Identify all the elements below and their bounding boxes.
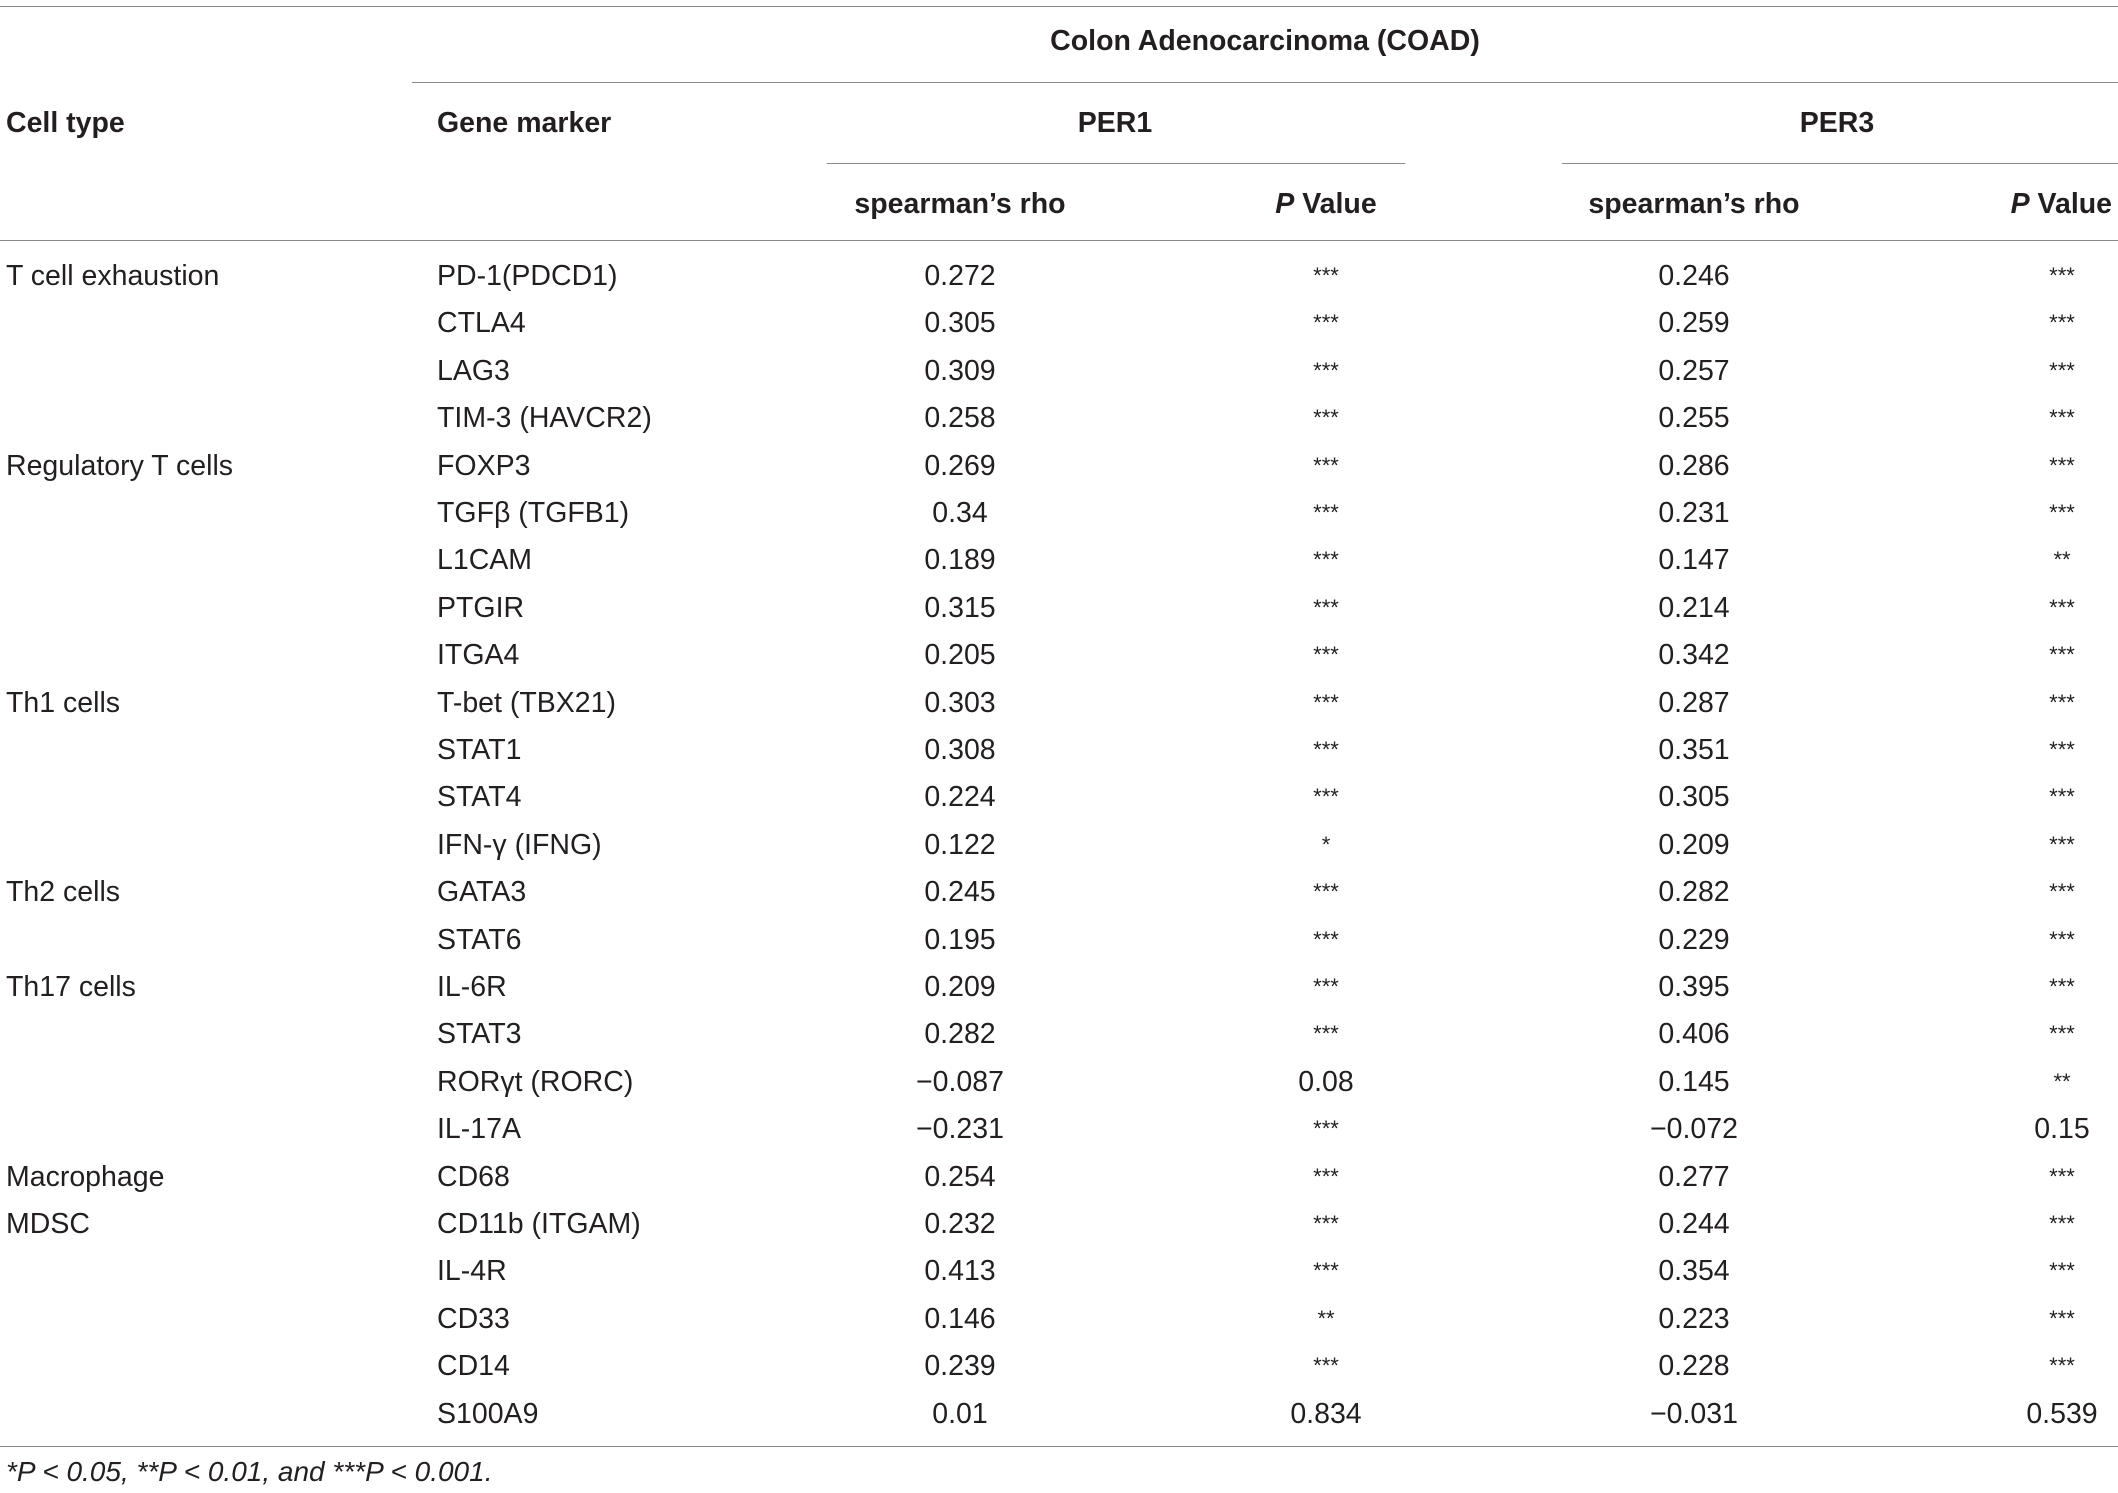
- per3-rho: 0.305: [1658, 781, 1730, 813]
- per3-p-value: ***: [2049, 595, 2075, 620]
- per1-p-value: ***: [1313, 1116, 1339, 1141]
- per1-rho: 0.254: [924, 1161, 996, 1193]
- per1-rho: 0.308: [924, 734, 996, 766]
- per1-p-value: ***: [1313, 1211, 1339, 1236]
- header-gene-marker: Gene marker: [437, 107, 612, 139]
- gene-marker: TGFβ (TGFB1): [437, 497, 630, 529]
- per1-p-value: ***: [1313, 547, 1339, 572]
- cell-type: Regulatory T cells: [6, 450, 234, 482]
- gene-marker: RORγt (RORC): [437, 1066, 634, 1098]
- gene-marker: TIM-3 (HAVCR2): [437, 402, 652, 434]
- footnote: *P < 0.05, **P < 0.01, and ***P < 0.001.: [6, 1456, 493, 1487]
- per3-rho: 0.147: [1658, 544, 1730, 576]
- per1-rho: 0.305: [924, 307, 996, 339]
- per3-p-value: ***: [2049, 500, 2075, 525]
- per3-p-value: ***: [2049, 1306, 2075, 1331]
- gene-marker: FOXP3: [437, 450, 531, 482]
- per1-rho: 0.34: [932, 497, 988, 529]
- per3-p-value: 0.15: [2034, 1113, 2090, 1145]
- gene-marker: LAG3: [437, 355, 510, 387]
- gene-marker: L1CAM: [437, 544, 533, 576]
- gene-marker: GATA3: [437, 876, 527, 908]
- gene-marker: S100A9: [437, 1398, 539, 1430]
- per1-p-value: ***: [1313, 500, 1339, 525]
- per3-rho: 0.354: [1658, 1255, 1730, 1287]
- per3-rho: 0.277: [1658, 1161, 1730, 1193]
- per3-p-value: ***: [2049, 1211, 2075, 1236]
- per1-p-value: 0.834: [1290, 1398, 1362, 1430]
- per3-rho: 0.395: [1658, 971, 1730, 1003]
- gene-marker: CD68: [437, 1161, 510, 1193]
- gene-marker: PTGIR: [437, 592, 525, 624]
- per1-p-value: ***: [1313, 784, 1339, 809]
- gene-marker: IL-17A: [437, 1113, 521, 1145]
- per3-p-value: ***: [2049, 405, 2075, 430]
- per3-rho: 0.223: [1658, 1303, 1730, 1335]
- per3-rho: 0.229: [1658, 924, 1730, 956]
- per3-p-value: ***: [2049, 832, 2075, 857]
- per3-p-value: ***: [2049, 927, 2075, 952]
- per3-rho: 0.351: [1658, 734, 1730, 766]
- per1-rho: 0.282: [924, 1018, 996, 1050]
- per1-p-value: ***: [1313, 405, 1339, 430]
- header-per1-rho: spearman’s rho: [854, 188, 1066, 220]
- cell-type: Th2 cells: [6, 876, 121, 908]
- per1-p-value: ***: [1313, 1258, 1339, 1283]
- per1-rho: 0.224: [924, 781, 996, 813]
- per3-rho: −0.072: [1650, 1113, 1738, 1145]
- gene-marker: IL-4R: [437, 1255, 507, 1287]
- header-cell-type: Cell type: [6, 107, 125, 139]
- p-value-label: Value: [2029, 188, 2112, 220]
- per3-rho: 0.209: [1658, 829, 1730, 861]
- cell-type: T cell exhaustion: [6, 260, 220, 292]
- per3-p-value: ***: [2049, 1164, 2075, 1189]
- gene-marker: STAT1: [437, 734, 522, 766]
- gene-marker: T-bet (TBX21): [437, 687, 616, 719]
- cell-type: Macrophage: [6, 1161, 165, 1193]
- per3-p-value: ***: [2049, 1258, 2075, 1283]
- per1-rho: 0.189: [924, 544, 996, 576]
- per1-p-value: ***: [1313, 642, 1339, 667]
- group-underline: [412, 82, 2118, 83]
- per1-p-value: ***: [1313, 1353, 1339, 1378]
- top-rule: [0, 6, 2118, 7]
- per1-p-value: ***: [1313, 1164, 1339, 1189]
- per3-rho: 0.244: [1658, 1208, 1730, 1240]
- per1-p-value: ***: [1313, 310, 1339, 335]
- per3-rho: 0.287: [1658, 687, 1730, 719]
- header-per3: PER3: [1799, 107, 1875, 139]
- per1-rho: −0.231: [916, 1113, 1004, 1145]
- per1-rho: 0.309: [924, 355, 996, 387]
- gene-marker: CD11b (ITGAM): [437, 1208, 641, 1240]
- per3-p-value: ***: [2049, 690, 2075, 715]
- gene-marker: IL-6R: [437, 971, 507, 1003]
- per1-p-value: ***: [1313, 690, 1339, 715]
- header-per3-p: [2011, 187, 2112, 221]
- per3-underline: [1562, 163, 2118, 164]
- per3-p-value: ***: [2049, 974, 2075, 999]
- cell-type: MDSC: [6, 1208, 90, 1240]
- per3-p-value: ***: [2049, 879, 2075, 904]
- per3-p-value: ***: [2049, 1353, 2075, 1378]
- per1-rho: 0.01: [932, 1398, 988, 1430]
- group-title: Colon Adenocarcinoma (COAD): [1050, 25, 1480, 57]
- per1-p-value: ***: [1313, 453, 1339, 478]
- per3-p-value: ***: [2049, 784, 2075, 809]
- gene-marker: CTLA4: [437, 307, 526, 339]
- gene-marker: PD-1(PDCD1): [437, 260, 618, 292]
- per3-p-value: ***: [2049, 453, 2075, 478]
- per3-rho: 0.259: [1658, 307, 1730, 339]
- per1-p-value: **: [1317, 1306, 1335, 1331]
- per1-rho: 0.232: [924, 1208, 996, 1240]
- per1-rho: −0.087: [916, 1066, 1004, 1098]
- per1-p-value: ***: [1313, 1021, 1339, 1046]
- per1-rho: 0.303: [924, 687, 996, 719]
- per3-p-value: ***: [2049, 263, 2075, 288]
- per3-p-value: ***: [2049, 642, 2075, 667]
- per3-p-value: ***: [2049, 358, 2075, 383]
- per3-rho: 0.145: [1658, 1066, 1730, 1098]
- gene-marker: ITGA4: [437, 639, 520, 671]
- per1-rho: 0.245: [924, 876, 996, 908]
- bottom-rule: [0, 1446, 2118, 1447]
- per1-rho: 0.315: [924, 592, 996, 624]
- per3-rho: 0.228: [1658, 1350, 1730, 1382]
- header-per1-p: [1275, 187, 1376, 221]
- per3-p-value: ***: [2049, 1021, 2075, 1046]
- per3-rho: 0.246: [1658, 260, 1730, 292]
- per1-rho: 0.209: [924, 971, 996, 1003]
- gene-marker: CD14: [437, 1350, 510, 1382]
- gene-marker: CD33: [437, 1303, 510, 1335]
- per1-p-value: *: [1321, 832, 1331, 857]
- per3-rho: 0.342: [1658, 639, 1730, 671]
- p-italic: P: [1275, 188, 1295, 220]
- per1-rho: 0.239: [924, 1350, 996, 1382]
- per1-rho: 0.205: [924, 639, 996, 671]
- per1-p-value: ***: [1313, 927, 1339, 952]
- p-italic: P: [2010, 188, 2030, 220]
- per1-rho: 0.195: [924, 924, 996, 956]
- per1-rho: 0.413: [924, 1255, 996, 1287]
- per3-p-value: **: [2053, 547, 2071, 572]
- per1-p-value: ***: [1313, 737, 1339, 762]
- per1-rho: 0.269: [924, 450, 996, 482]
- per3-rho: 0.231: [1658, 497, 1730, 529]
- per1-rho: 0.272: [924, 260, 996, 292]
- per3-rho: 0.255: [1658, 402, 1730, 434]
- per3-p-value: ***: [2049, 737, 2075, 762]
- per1-rho: 0.146: [924, 1303, 996, 1335]
- gene-marker: STAT6: [437, 924, 522, 956]
- per3-p-value: 0.539: [2026, 1398, 2098, 1430]
- gene-marker: STAT4: [437, 781, 522, 813]
- gene-marker: STAT3: [437, 1018, 522, 1050]
- p-value-label: Value: [1294, 188, 1377, 220]
- per1-p-value: ***: [1313, 263, 1339, 288]
- gene-marker: IFN-γ (IFNG): [437, 829, 602, 861]
- per1-p-value: ***: [1313, 879, 1339, 904]
- per3-rho: 0.406: [1658, 1018, 1730, 1050]
- cell-type: Th1 cells: [6, 687, 121, 719]
- per1-p-value: ***: [1313, 974, 1339, 999]
- per1-p-value: ***: [1313, 595, 1339, 620]
- per1-rho: 0.122: [924, 829, 996, 861]
- per3-rho: 0.257: [1658, 355, 1730, 387]
- per1-p-value: 0.08: [1298, 1066, 1354, 1098]
- per3-rho: 0.282: [1658, 876, 1730, 908]
- per3-rho: −0.031: [1650, 1398, 1738, 1430]
- per1-rho: 0.258: [924, 402, 996, 434]
- cell-type: Th17 cells: [6, 971, 136, 1003]
- per3-p-value: **: [2053, 1069, 2071, 1094]
- per3-rho: 0.286: [1658, 450, 1730, 482]
- header-per1: PER1: [1077, 107, 1153, 139]
- header-per3-rho: spearman’s rho: [1588, 188, 1800, 220]
- per3-rho: 0.214: [1658, 592, 1730, 624]
- header-rule: [0, 240, 2118, 241]
- per1-p-value: ***: [1313, 358, 1339, 383]
- per3-p-value: ***: [2049, 310, 2075, 335]
- per1-underline: [827, 163, 1405, 164]
